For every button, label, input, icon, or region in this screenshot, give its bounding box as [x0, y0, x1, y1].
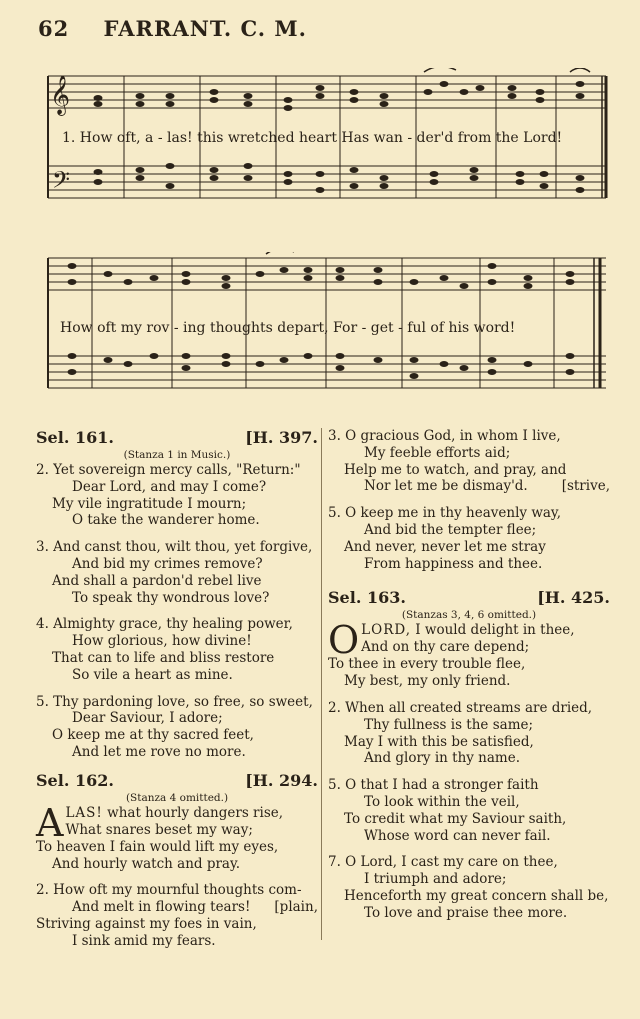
verse-line: Henceforth my great concern shall be, — [344, 887, 609, 904]
verse-line: Whose word can never fail. — [364, 827, 551, 844]
hymn-tune-title: FARRANT. C. M. — [103, 16, 307, 41]
verse-line: 7. O Lord, I cast my care on thee, — [328, 854, 558, 871]
first-word: LAS! — [65, 804, 103, 821]
verse-line: From happiness and thee. — [364, 555, 543, 572]
verse-line: To credit what my Saviour saith, — [344, 810, 567, 827]
verse-line: To speak thy wondrous love? — [72, 589, 270, 606]
page-number: 62 — [38, 16, 70, 41]
verse-line: I triumph and adore; — [364, 871, 507, 888]
verse-line: To love and praise thee more. — [364, 904, 568, 921]
verse-line: And glory in thy name. — [364, 750, 521, 767]
turnover-word: [plain, — [274, 899, 318, 916]
stanza — [328, 505, 610, 572]
verse-line: So vile a heart as mine. — [72, 666, 233, 683]
verse-line: 2. Yet sovereign mercy calls, "Return:" — [36, 462, 301, 478]
stanza — [328, 428, 610, 495]
verse-line: And never, never let me stray — [344, 538, 546, 555]
verse-line: My feeble efforts aid; — [364, 444, 511, 461]
verse-line: And melt in flowing tears! — [72, 899, 251, 916]
verse-line: To heaven I fain would lift my eyes, — [36, 838, 279, 855]
verse-line: Nor let me be dismay'd. — [364, 478, 528, 495]
lyric-line-2: How oft my rov - ing thoughts depart, For - get - ful of his word! — [60, 320, 516, 336]
stanza — [328, 700, 610, 767]
music-system-1 — [44, 68, 610, 218]
selection-label: Sel. 161. — [36, 428, 114, 447]
verse-line: May I with this be satisfied, — [344, 733, 534, 750]
verse-line: 5. O that I had a stronger faith — [328, 777, 539, 794]
selection-label: Sel. 163. — [328, 588, 406, 608]
verse-line: How glorious, how divine! — [72, 633, 252, 650]
page-header — [38, 16, 307, 41]
verse-line: Dear Lord, and may I come? — [72, 478, 267, 495]
selection-161 — [36, 428, 318, 761]
verse-line: And bid my crimes remove? — [72, 555, 263, 572]
selection-162 — [36, 771, 318, 950]
left-column — [36, 428, 318, 960]
verse-line: To thee in every trouble flee, — [328, 656, 526, 673]
stanza-note: (Stanza 4 omitted.) — [125, 791, 229, 804]
verse-line: O take the wanderer home. — [72, 512, 260, 529]
music-system-2 — [44, 252, 610, 402]
verse-line: 5. O keep me in thy heavenly way, — [328, 505, 562, 522]
verse-line: To look within the veil, — [364, 793, 520, 810]
verse-line: 4. Almighty grace, thy healing power, — [36, 616, 293, 633]
drop-cap: O — [328, 618, 360, 663]
drop-cap: A — [36, 800, 64, 845]
stanza-note: (Stanzas 3, 4, 6 omitted.) — [401, 609, 537, 622]
verse-line: Thy fullness is the same; — [364, 716, 534, 733]
stanza — [36, 800, 318, 873]
hymnal-reference: [H. 397. — [245, 428, 318, 447]
verse-line: That can to life and bliss restore — [52, 649, 275, 666]
stanza — [328, 618, 610, 690]
stanza — [36, 462, 318, 529]
verse-line: My vile ingratitude I mourn; — [52, 495, 247, 512]
stanza — [36, 539, 318, 606]
verse-line: 2. How oft my mournful thoughts com- — [36, 882, 302, 899]
turnover-word: [strive, — [561, 478, 610, 495]
verse-line: Help me to watch, and pray, and — [344, 461, 567, 478]
verse-line: 5. Thy pardoning love, so free, so sweet, — [36, 693, 313, 710]
verse-line: Striving against my foes in vain, — [36, 915, 257, 932]
stanza — [328, 854, 610, 921]
selection-label: Sel. 162. — [36, 770, 114, 790]
verse-line: O keep me at thy sacred feet, — [52, 727, 254, 744]
stanza-note: (Stanza 1 in Music.) — [123, 449, 231, 461]
right-column — [328, 428, 610, 932]
hymnal-reference: [H. 294. — [245, 770, 318, 790]
verse-line: I would delight in thee, — [415, 622, 575, 639]
svg-text:𝄞: 𝄞 — [50, 75, 71, 115]
verse-line: Dear Saviour, I adore; — [72, 710, 223, 727]
verse-line: And on thy care depend; — [361, 639, 530, 656]
selection-163 — [328, 588, 610, 921]
verse-line: 3. O gracious God, in whom I live, — [328, 428, 561, 444]
verse-line: 2. When all created streams are dried, — [328, 699, 593, 716]
verse-line: what hourly dangers rise, — [107, 804, 284, 821]
stanza — [36, 694, 318, 761]
stanza — [328, 777, 610, 844]
svg-text:𝄢: 𝄢 — [52, 166, 71, 199]
hymnal-reference: [H. 425. — [537, 588, 610, 608]
verse-line: And hourly watch and pray. — [52, 855, 241, 872]
verse-line: And shall a pardon'd rebel live — [52, 572, 262, 589]
verse-line: What snares beset my way; — [65, 821, 253, 838]
stanza — [36, 882, 318, 949]
verse-line: My best, my only friend. — [344, 673, 511, 690]
verse-line: And let me rove no more. — [72, 743, 246, 760]
lyric-line-1: 1. How oft, a - las! this wretched heart Has wan - der'd from the Lord! — [62, 130, 563, 146]
stanza — [36, 616, 318, 683]
column-divider — [321, 428, 322, 940]
verse-line: 3. And canst thou, wilt thou, yet forgive, — [36, 539, 313, 556]
first-word: LORD, — [361, 622, 411, 639]
verse-line: And bid the tempter flee; — [364, 521, 537, 538]
verse-line: I sink amid my fears. — [72, 932, 216, 949]
